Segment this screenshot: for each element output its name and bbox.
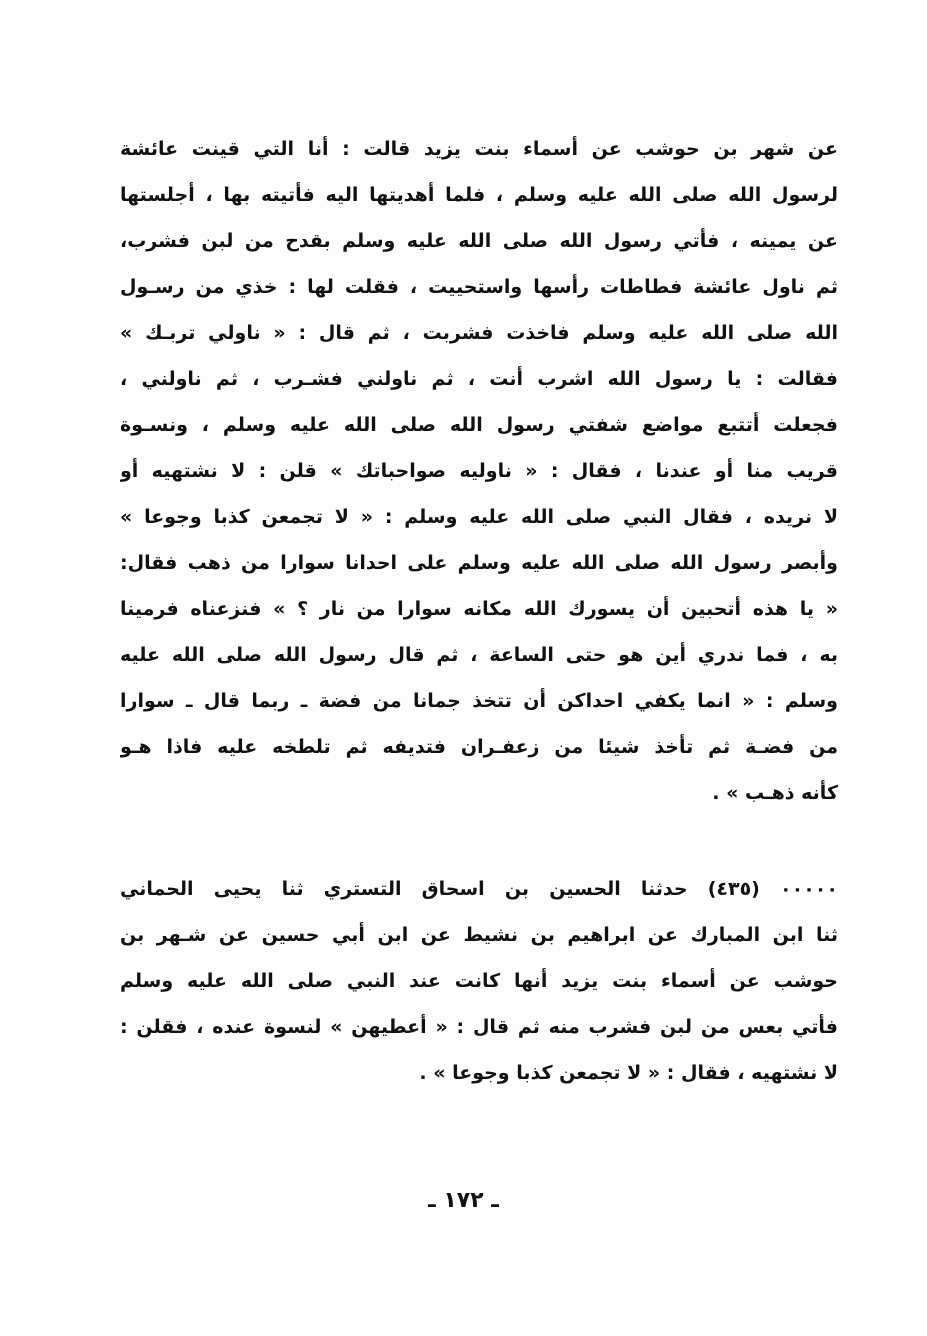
page-number: ـ ١٧٢ ـ	[428, 1188, 499, 1213]
text-line: الله صلى الله عليه وسلم فاخذت فشربت ، ثم قال : « ناولي تربـك »	[120, 322, 838, 344]
paragraph-1	[120, 126, 838, 816]
text-line: وسلم : « انما يكفي احداكن أن تتخذ جمانا من فضة ـ ربما قال ـ سوارا	[120, 690, 838, 712]
text-line: عن يمينه ، فأتي رسول الله صلى الله عليه وسلم بقدح من لبن فشرب،	[120, 230, 838, 252]
text-line: ٠٠٠٠٠ (٤٣٥) حدثنا الحسين بن اسحاق التستري ثنا يحيى الحماني	[120, 878, 838, 900]
text-line: قريب منا أو عندنا ، فقال : « ناوليه صواحباتك » قلن : لا نشتهيه أو	[120, 460, 838, 482]
text-line: به ، فما ندري أين هو حتى الساعة ، ثم قال رسول الله صلى الله عليه	[120, 644, 838, 666]
text-line: حوشب عن أسماء بنت يزيد أنها كانت عند النبي صلى الله عليه وسلم	[120, 970, 838, 992]
text-line: لا نريده ، فقال النبي صلى الله عليه وسلم : « لا تجمعن كذبا وجوعا »	[120, 506, 838, 528]
text-line: فجعلت أتتبع مواضع شفتي رسول الله صلى الله عليه وسلم ، ونسـوة	[120, 414, 838, 436]
text-line: ثم ناول عائشة فطاطات رأسها واستحييت ، فقلت لها : خذي من رسـول	[120, 276, 838, 298]
text-line: وأبصر رسول الله صلى الله عليه وسلم على احدانا سوارا من ذهب فقال:	[120, 552, 838, 574]
text-line: « يا هذه أتحبين أن يسورك الله مكانه سوارا من نار ؟ » فنزعناه فرمينا	[120, 598, 838, 620]
text-line: لا نشتهيه ، فقال : « لا تجمعن كذبا وجوعا » .	[419, 1062, 838, 1084]
text-line: ثنا ابن المبارك عن ابراهيم بن نشيط عن ابن أبي حسين عن شـهر بن	[120, 924, 838, 946]
text-line: فقالت : يا رسول الله اشرب أنت ، ثم ناولني فشـرب ، ثم ناولني ،	[120, 368, 838, 390]
text-line: فأتي بعس من لبن فشرب منه ثم قال : « أعطيهن » لنسوة عنده ، فقلن :	[120, 1016, 838, 1038]
text-line: عن شهر بن حوشب عن أسماء بنت يزيد قالت : أنا التي قينت عائشة	[120, 138, 838, 160]
text-line: لرسول الله صلى الله عليه وسلم ، فلما أهديتها اليه فأتيته بها ، أجلستها	[120, 184, 838, 206]
paragraph-2	[120, 866, 838, 1096]
text-line: من فضـة ثم تأخذ شيئا من زعفـران فتديفه ثم تلطخه عليه فاذا هـو	[120, 736, 838, 758]
text-line: كأنه ذهـب » .	[712, 782, 838, 804]
